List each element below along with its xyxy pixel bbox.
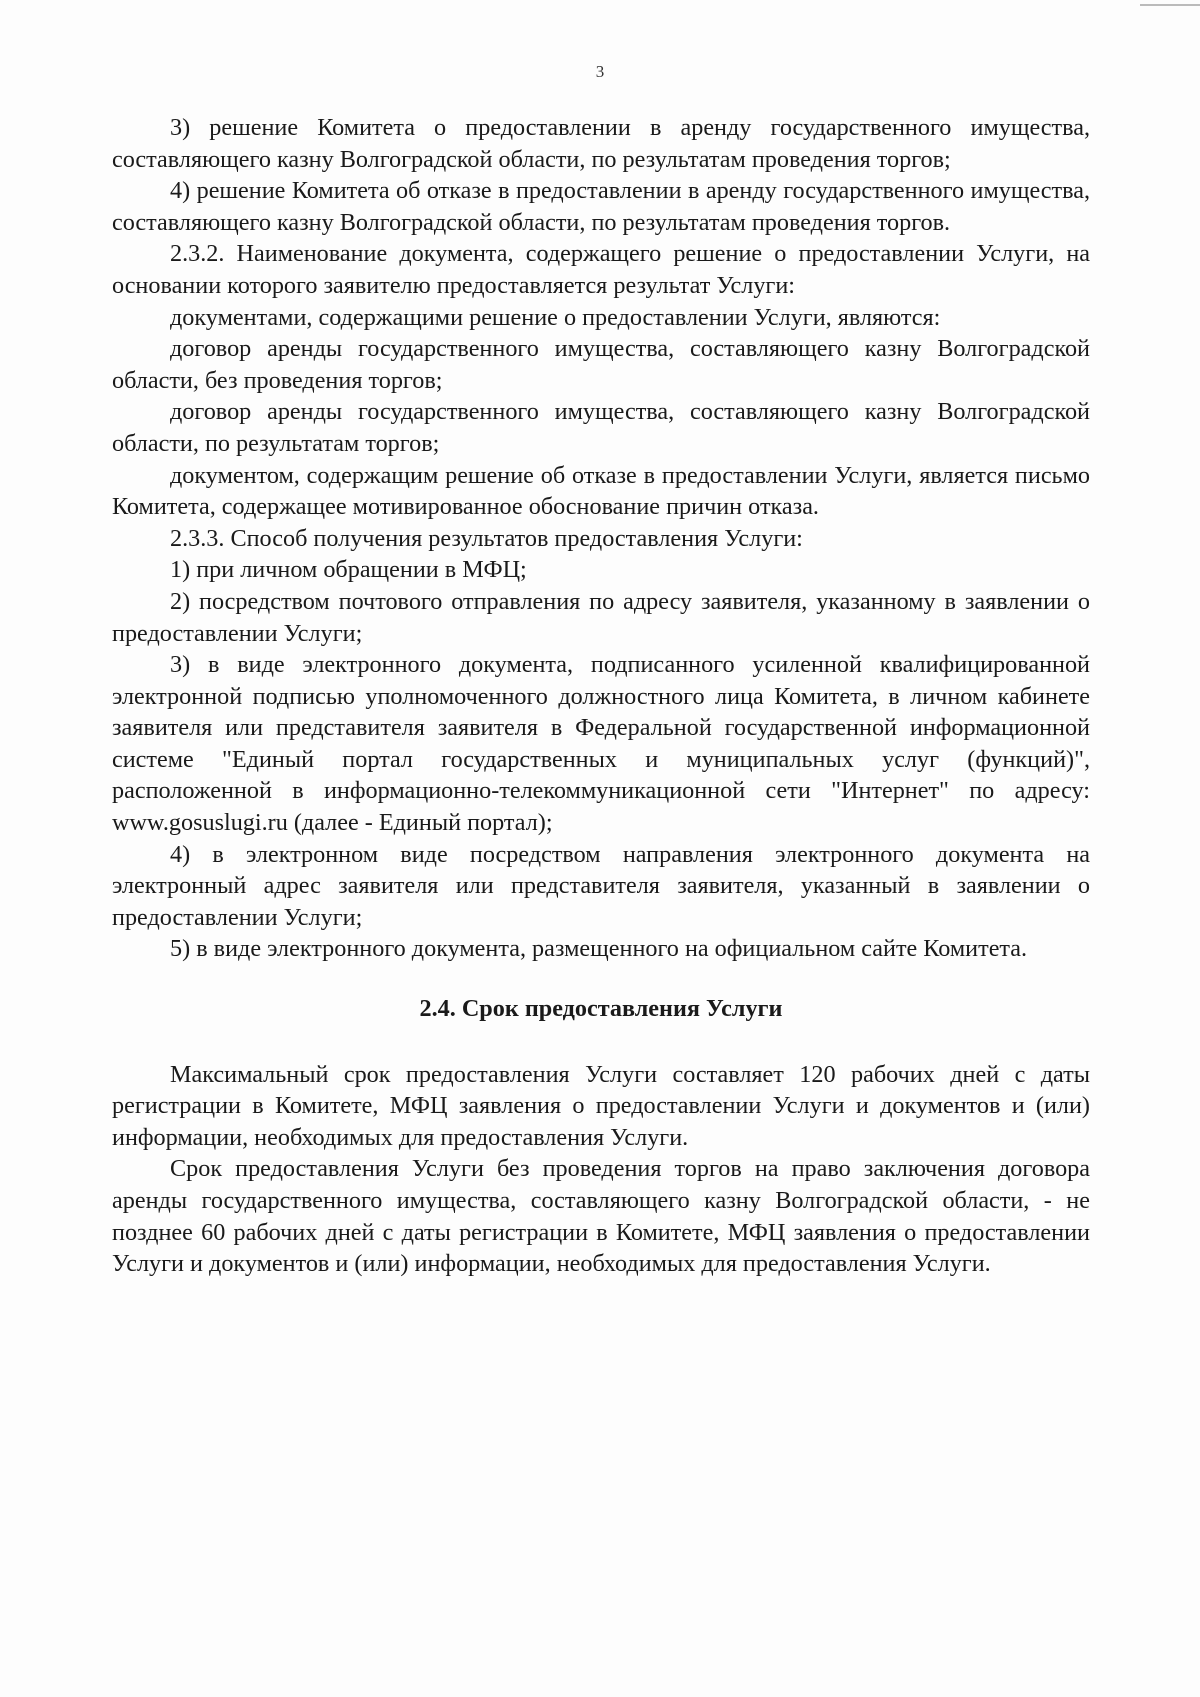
- page-number: 3: [595, 62, 605, 81]
- paragraph-max-term: Максимальный срок предоставления Услуги составляет 120 рабочих дней с даты регистрации в Комитете, МФЦ заявления о предоставлении Услуги и документов и (или) информации, необходимых для предоставления Услуги.: [112, 1060, 1090, 1151]
- document-body: [112, 112, 1090, 1280]
- section-heading: 2.4. Срок предоставления Услуги: [419, 995, 783, 1023]
- paragraph-method-5: 5) в виде электронного документа, размещенного на официальном сайте Комитета.: [170, 935, 1028, 963]
- paragraph-2-3-3: 2.3.3. Способ получения результатов предоставления Услуги:: [170, 524, 803, 552]
- paragraph-method-3: 3) в виде электронного документа, подписанного усиленной квалифицированной электронной подписью уполномоченного должностного лица Комитета, в личном кабинете заявителя или представителя заявителя в Федеральной государственной информационной системе "Единый портал государственных и муниципальных услуг (функций)", расположенной в информационно-телекоммуникационной сети "Интернет" по адресу: www.gosuslugi.ru (далее - Единый портал);: [112, 651, 1090, 837]
- paragraph-lease-without-auction: договор аренды государственного имущества, составляющего казну Волгоградской области, без проведения торгов;: [112, 335, 1090, 394]
- paragraph-term-without-auction: Срок предоставления Услуги без проведения торгов на право заключения договора аренды государственного имущества, составляющего казну Волгоградской области, - не позднее 60 рабочих дней с даты регистрации в Комитете, МФЦ заявления о предоставлении Услуги и документов и (или) информации, необходимых для предоставления Услуги.: [112, 1155, 1090, 1278]
- paragraph-refusal-document: документом, содержащим решение об отказе в предоставлении Услуги, является письмо Комитета, содержащее мотивированное обоснование причин отказа.: [112, 461, 1090, 521]
- paragraph-method-4: 4) в электронном виде посредством направления электронного документа на электронный адрес заявителя или представителя заявителя, указанный в заявлении о предоставлении Услуги;: [112, 840, 1090, 931]
- paragraph-method-1: 1) при личном обращении в МФЦ;: [170, 556, 527, 584]
- paragraph-lease-by-auction: договор аренды государственного имущества, составляющего казну Волгоградской области, по результатам торгов;: [112, 398, 1090, 457]
- paragraph-method-2: 2) посредством почтового отправления по адресу заявителя, указанному в заявлении о предоставлении Услуги;: [112, 587, 1090, 647]
- paragraph-item-4: 4) решение Комитета об отказе в предоставлении в аренду государственного имущества, составляющего казну Волгоградской области, по результатам проведения торгов.: [112, 177, 1090, 236]
- paragraph-2-3-2: 2.3.2. Наименование документа, содержащего решение о предоставлении Услуги, на основании которого заявителю предоставляется результат Услуги:: [112, 240, 1090, 299]
- paragraph-decision-documents: документами, содержащими решение о предоставлении Услуги, являются:: [170, 303, 941, 331]
- paragraph-item-3: 3) решение Комитета о предоставлении в аренду государственного имущества, составляющего казну Волгоградской области, по результатам проведения торгов;: [112, 114, 1090, 173]
- scan-edge-mark: [1140, 4, 1200, 6]
